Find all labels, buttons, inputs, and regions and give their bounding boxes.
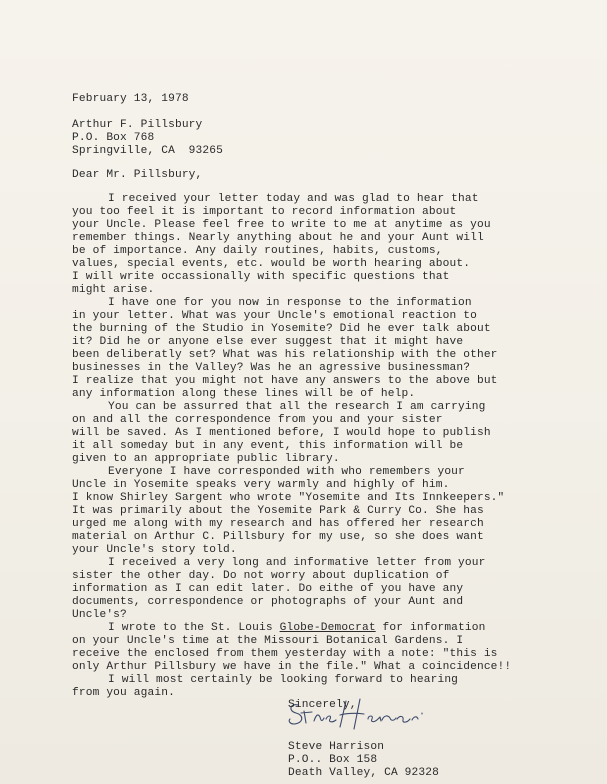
body-line: it all someday but in any event, this information will be — [72, 440, 464, 452]
body-line: I received your letter today and was glad to hear that — [108, 193, 479, 205]
closing: Sincerely, — [288, 699, 357, 711]
body-line: the burning of the Studio in Yosemite? Did he ever talk about — [72, 323, 491, 335]
body-line: on and all the correspondence from you and your sister — [72, 414, 443, 426]
body-line: You can be assurred that all the research I am carrying — [108, 401, 486, 413]
salutation: Dear Mr. Pillsbury, — [72, 169, 203, 181]
body-line: information as I can edit later. Do eithe of you have any — [72, 583, 464, 595]
body-line: been deliberatly set? What was his relationship with the other — [72, 349, 498, 361]
body-line: in your letter. What was your Uncle's emotional reaction to — [72, 310, 477, 322]
body-line: I realize that you might not have any answers to the above but — [72, 375, 498, 387]
body-line: urged me along with my research and has offered her research — [72, 518, 484, 530]
body-line: I have one for you now in response to the information — [108, 297, 472, 309]
body-line: only Arthur Pillsbury we have in the file." What a coincidence!! — [72, 661, 512, 673]
body-line: your Uncle. Please feel free to write to me at anytime as you — [72, 219, 491, 231]
recipient-city: Springville, CA 93265 — [72, 145, 223, 157]
body-line: sister the other day. Do not worry about duplication of — [72, 570, 450, 582]
body-line: receive the enclosed from them yesterday with a note: "this is — [72, 648, 498, 660]
sender-name: Steve Harrison — [288, 741, 385, 753]
body-line: Uncle's? — [72, 609, 127, 621]
body-line: any information along these lines will be of help. — [72, 388, 416, 400]
body-line: from you again. — [72, 687, 175, 699]
body-line: it? Did he or anyone else ever suggest that it might have — [72, 336, 464, 348]
sender-address: P.O.. Box 158 — [288, 754, 378, 766]
body-text: for information — [375, 622, 486, 634]
body-line: you too feel it is important to record information about — [72, 206, 457, 218]
body-line: values, special events, etc. would be worth hearing about. — [72, 258, 471, 270]
body-line: Uncle in Yosemite speaks very warmly and highly of him. — [72, 479, 450, 491]
body-line: remember things. Nearly anything about he and your Aunt will — [72, 232, 484, 244]
body-line: I will most certainly be looking forward to hearing — [108, 674, 459, 686]
recipient-name: Arthur F. Pillsbury — [72, 119, 203, 131]
body-line: might arise. — [72, 284, 155, 296]
body-line: given to an appropriate public library. — [72, 453, 340, 465]
letter-date: February 13, 1978 — [72, 93, 189, 105]
body-line: your Uncle's story told. — [72, 544, 237, 556]
body-line: Everyone I have corresponded with who remembers your — [108, 466, 465, 478]
body-line: material on Arthur C. Pillsbury for my use, so she does want — [72, 531, 484, 543]
body-line: I know Shirley Sargent who wrote "Yosemite and Its Innkeepers." — [72, 492, 505, 504]
body-line: will be saved. As I mentioned before, I would hope to publish — [72, 427, 491, 439]
newspaper-title: Globe-Democrat — [279, 622, 376, 634]
sender-city: Death Valley, CA 92328 — [288, 767, 439, 779]
recipient-address: P.O. Box 768 — [72, 132, 155, 144]
body-line: I will write occassionally with specific questions that — [72, 271, 450, 283]
body-line: be of importance. Any daily routines, habits, customs, — [72, 245, 443, 257]
body-line: documents, correspondence or photographs of your Aunt and — [72, 596, 464, 608]
body-text: I wrote to the St. Louis — [108, 622, 280, 634]
body-line: I received a very long and informative letter from your — [108, 557, 486, 569]
body-line: It was primarily about the Yosemite Park & Curry Co. She has — [72, 505, 484, 517]
body-line: businesses in the Valley? Was he an agressive businessman? — [72, 362, 471, 374]
body-line: on your Uncle's time at the Missouri Botanical Gardens. I — [72, 635, 464, 647]
